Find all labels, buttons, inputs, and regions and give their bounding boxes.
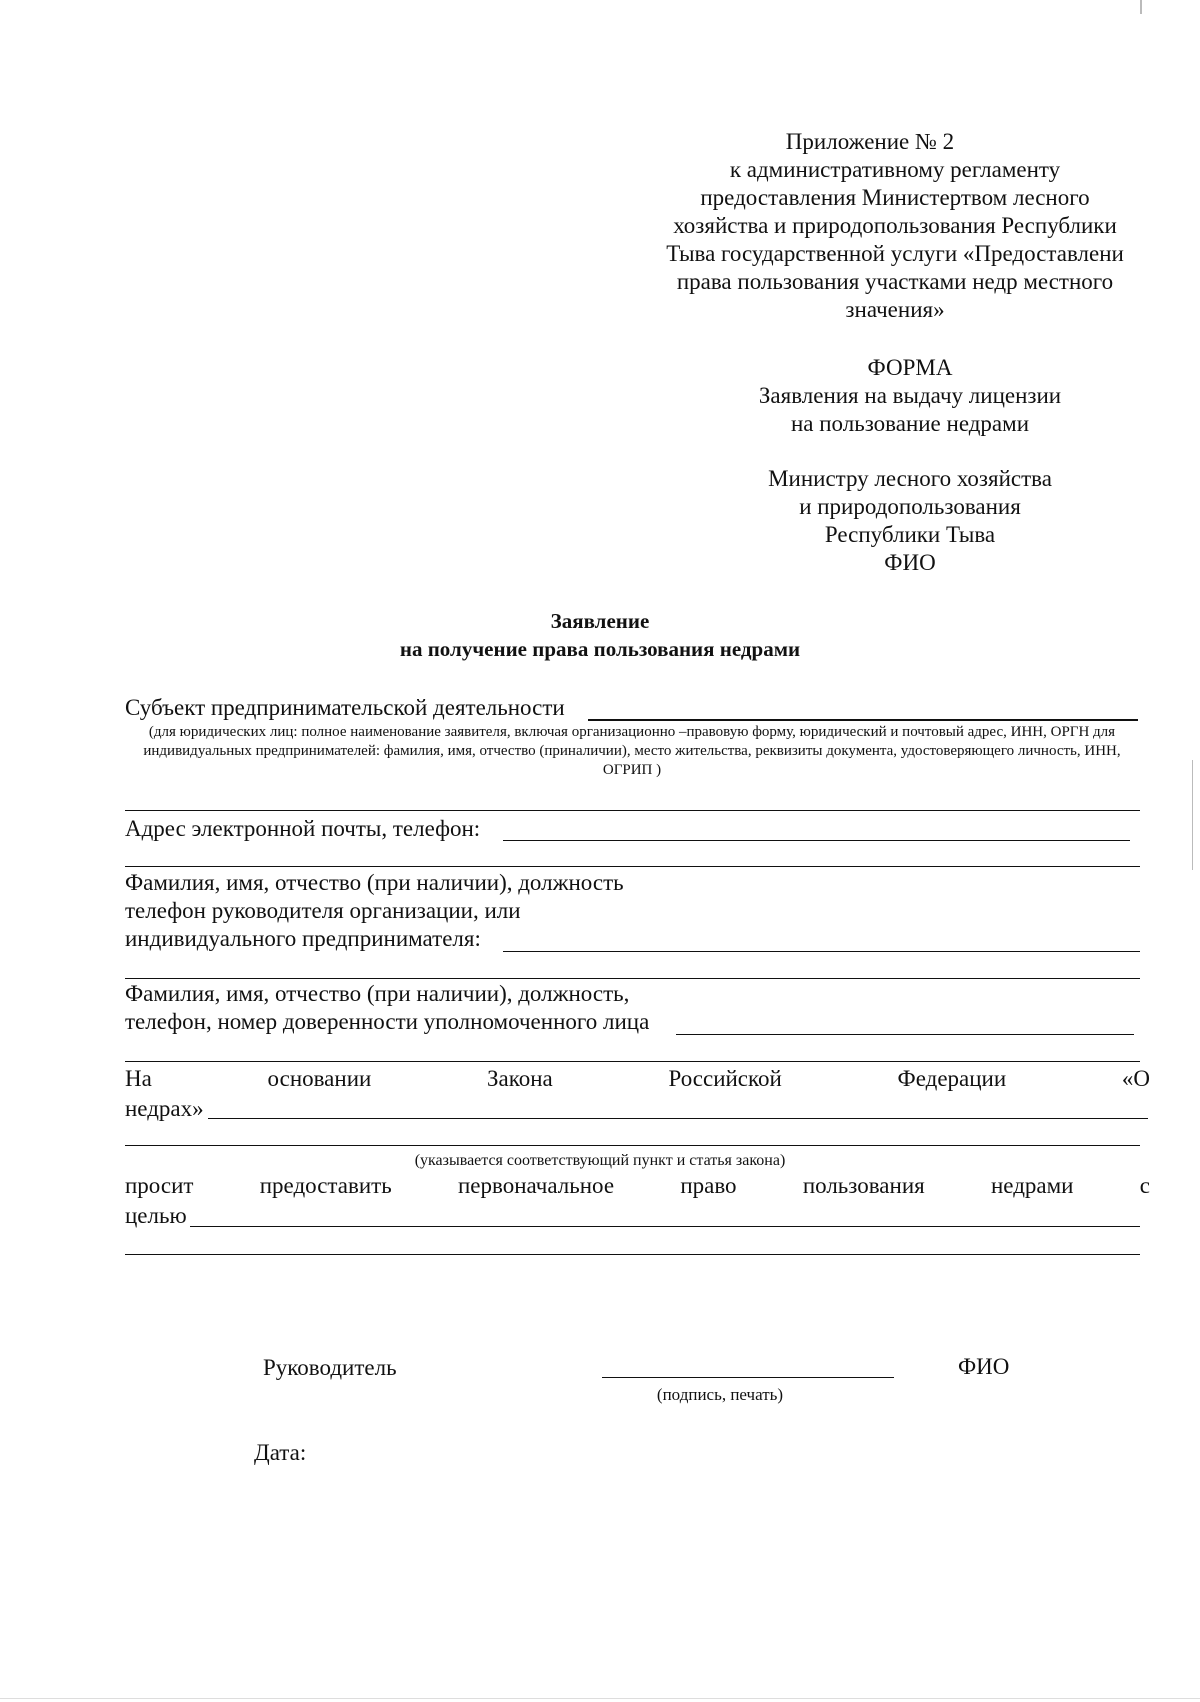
appendix-line: хозяйства и природопользования Республики <box>673 213 1117 238</box>
basis-word: Закона <box>487 1066 553 1091</box>
request-word: предоставить <box>259 1173 392 1198</box>
addressee-line: Министру лесного хозяйства <box>768 466 1052 491</box>
basis-input-line[interactable] <box>208 1118 1148 1119</box>
appendix-title: Приложение № 2 <box>785 129 955 154</box>
appendix-line: права пользования участками недр местного <box>676 269 1114 294</box>
basis-word: Российской <box>668 1066 782 1091</box>
head-extra-line[interactable] <box>125 978 1140 979</box>
heading-subtitle: на получение права пользования недрами <box>399 637 801 661</box>
appendix-block <box>640 128 1150 324</box>
addressee-line: ФИО <box>884 550 936 575</box>
subject-hint: (для юридических лиц: полное наименование заявителя, включая организационно –правовую форму, юридический и почтовый адрес, ИНН, ОРГН для индивидуальных предпринимателей: фамилия, имя, отчество (приналичии), место жительства, реквизиты документа, удостоверяющего личность, ИНН, ОГРИП ) <box>143 724 1121 778</box>
authorized-label <box>125 980 649 1036</box>
date-label: Дата: <box>254 1440 307 1465</box>
email-extra-line[interactable] <box>125 866 1140 867</box>
basis-line <box>125 1065 1150 1093</box>
authorized-label-line: телефон, номер доверенности уполномоченного лица <box>125 1009 650 1034</box>
signature-role: Руководитель <box>263 1355 397 1380</box>
appendix-line: к административному регламенту <box>729 157 1061 182</box>
head-input-line[interactable] <box>503 951 1140 952</box>
subject-extra-line[interactable] <box>125 810 1140 811</box>
form-label-line: на пользование недрами <box>790 411 1030 436</box>
basis-word: «О <box>1121 1066 1150 1091</box>
heading-title: Заявление <box>550 609 650 633</box>
basis-word: На <box>125 1066 152 1091</box>
request-input-line[interactable] <box>190 1226 1140 1227</box>
addressee-line: и природопользования <box>799 494 1021 519</box>
request-word: просит <box>125 1173 194 1198</box>
email-label: Адрес электронной почты, телефон: <box>125 816 481 841</box>
basis-word: Федерации <box>897 1066 1007 1091</box>
scan-edge-mark <box>0 1698 1200 1699</box>
scan-edge-mark <box>1140 0 1142 14</box>
document-heading <box>300 607 900 663</box>
request-line <box>125 1172 1150 1200</box>
signature-hint: (подпись, печать) <box>656 1385 784 1404</box>
head-label <box>125 869 624 953</box>
form-label-line: Заявления на выдачу лицензии <box>758 383 1062 408</box>
addressee-block <box>710 465 1110 577</box>
request-extra-line[interactable] <box>125 1254 1140 1255</box>
subject-input-line[interactable] <box>588 719 1138 721</box>
basis-hint: (указывается соответствующий пункт и статья закона) <box>414 1152 786 1169</box>
authorized-label-line: Фамилия, имя, отчество (при наличии), должность, <box>125 981 630 1006</box>
basis-word: основании <box>267 1066 372 1091</box>
request-word: первоначальное <box>457 1173 615 1198</box>
request-word: право <box>680 1173 737 1198</box>
request-word: пользования <box>802 1173 925 1198</box>
form-label-block <box>700 354 1120 438</box>
head-label-line: Фамилия, имя, отчество (при наличии), должность <box>125 870 624 895</box>
appendix-line: Тыва государственной услуги «Предоставлени <box>666 241 1124 266</box>
scan-edge-mark <box>1192 760 1193 870</box>
addressee-line: Республики Тыва <box>824 522 996 547</box>
authorized-extra-line[interactable] <box>125 1061 1140 1062</box>
request-word: недрами <box>991 1173 1074 1198</box>
signature-name: ФИО <box>958 1354 1010 1379</box>
head-label-line: телефон руководителя организации, или <box>125 898 521 923</box>
request-word: с <box>1139 1173 1150 1198</box>
head-label-line: индивидуального предпринимателя: <box>125 926 481 951</box>
basis-line2-label: недрах» <box>125 1096 204 1121</box>
authorized-input-line[interactable] <box>676 1034 1134 1035</box>
appendix-line: значения» <box>845 297 945 322</box>
basis-extra-line[interactable] <box>125 1145 1140 1146</box>
email-input-line[interactable] <box>503 840 1130 841</box>
form-label-title: ФОРМА <box>867 355 953 380</box>
signature-input-line[interactable] <box>602 1377 894 1378</box>
subject-label: Субъект предпринимательской деятельности <box>125 695 565 720</box>
request-line2-label: целью <box>125 1203 187 1228</box>
appendix-line: предоставления Министертвом лесного <box>700 185 1090 210</box>
